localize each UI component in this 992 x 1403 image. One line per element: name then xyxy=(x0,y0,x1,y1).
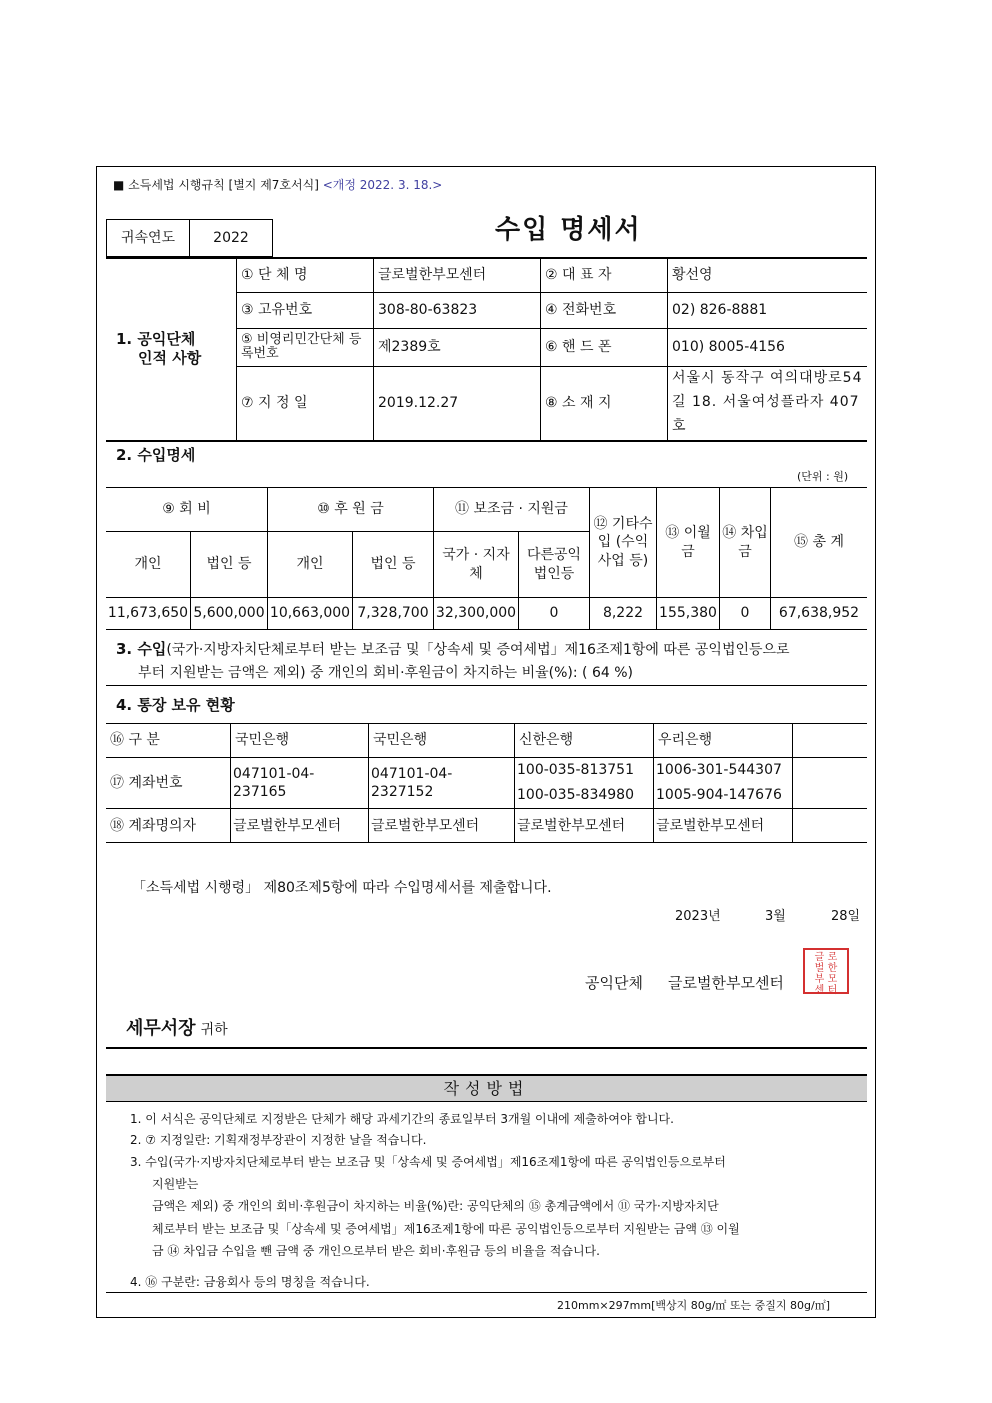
empty-cell xyxy=(793,758,868,809)
stamp-char: 글 xyxy=(814,952,825,963)
group-header: ⑬ 이월금 xyxy=(657,488,720,598)
stamp-char: 모 xyxy=(827,974,838,985)
org-label: 공익단체 xyxy=(585,974,643,992)
value-cell: 67,638,952 xyxy=(771,598,868,630)
divider xyxy=(106,1047,867,1049)
value-cell: 155,380 xyxy=(657,598,720,630)
guide-line: 금 ⑭ 차입금 수입을 뺀 금액 중 개인으로부터 받은 회비·후원금 등의 비율을 적습니다. xyxy=(152,1244,600,1258)
account-number: 100-035-834980 xyxy=(517,787,634,804)
value-cell: 0 xyxy=(720,598,771,630)
subheader: 법인 등 xyxy=(353,532,434,598)
field-label: ⑦ 지 정 일 xyxy=(237,366,374,440)
page-title: 수입 명세서 xyxy=(495,215,642,245)
account-holder: 글로벌한부모센터 xyxy=(654,809,793,843)
revision-date: <개정 2022. 3. 18.> xyxy=(322,178,443,192)
year-value: 2022 xyxy=(190,220,273,257)
field-value: 2019.12.27 xyxy=(374,366,541,440)
section1-title-line1: 1. 공익단체 xyxy=(116,329,196,348)
group-header: ⑩ 후 원 금 xyxy=(268,488,434,532)
account-number: 047101-04-237165 xyxy=(231,758,369,809)
divider xyxy=(106,441,867,442)
account-number: 1006-301-544307 xyxy=(656,762,782,778)
section4-title: 4. 통장 보유 현황 xyxy=(116,696,235,714)
stamp-char: 센 xyxy=(814,985,825,996)
section2-title: 2. 수입명세 xyxy=(116,446,196,464)
year-label: 귀속연도 xyxy=(107,220,190,257)
field-value: 제2389호 xyxy=(374,328,541,366)
subheader: 개인 xyxy=(106,532,191,598)
subheader: 다른공익 법인등 xyxy=(519,532,590,598)
income-table xyxy=(106,487,867,630)
guide-line: 1. 이 서식은 공익단체로 지정받은 단체가 해당 과세기간의 종료일부터 3개월 이내에 제출하여야 합니다. xyxy=(130,1112,674,1126)
empty-cell xyxy=(793,724,868,758)
value-cell: 10,663,000 xyxy=(268,598,353,630)
stamp-char: 터 xyxy=(827,985,838,996)
date-day: 28일 xyxy=(831,909,861,924)
section3-line2: 부터 지원받는 금액은 제외) 중 개인의 회비·후원금이 차지하는 비율(%): ( 64 %) xyxy=(138,665,633,681)
field-label: ⑥ 핸 드 폰 xyxy=(541,328,668,366)
submission-statement: 「소득세법 시행령」 제80조제5항에 따라 수입명세서를 제출합니다. xyxy=(132,880,552,896)
field-value: 02) 826-8881 xyxy=(668,292,868,328)
row-label: ⑱ 계좌명의자 xyxy=(106,809,231,843)
field-label: ⑤ 비영리민간단체 등록번호 xyxy=(237,328,374,366)
empty-cell xyxy=(793,809,868,843)
account-number: 100-035-813751 xyxy=(517,762,634,778)
unit-label: (단위 : 원) xyxy=(797,470,849,483)
section3-text: (국가·지방자치단체로부터 받는 보조금 및「상속세 및 증여세법」제16조제1항에 따른 공익법인등으로 xyxy=(166,642,790,658)
field-value: 010) 8005-4156 xyxy=(668,328,868,366)
date-year: 2023년 xyxy=(675,909,721,924)
org-name: 글로벌한부모센터 xyxy=(668,974,784,992)
date-month: 3월 xyxy=(765,909,786,924)
paper-spec: 210mm×297mm[백상지 80g/㎡ 또는 중질지 80g/㎡] xyxy=(557,1299,831,1312)
account-number: 047101-04-2327152 xyxy=(369,758,515,809)
value-cell: 0 xyxy=(519,598,590,630)
group-header: ⑨ 회 비 xyxy=(106,488,268,532)
section1-title-line2: 인적 사항 xyxy=(138,349,202,368)
account-number-cell xyxy=(515,758,654,809)
account-holder: 글로벌한부모센터 xyxy=(515,809,654,843)
divider xyxy=(106,685,867,686)
value-cell: 8,222 xyxy=(590,598,657,630)
group-header: ⑭ 차입금 xyxy=(720,488,771,598)
account-number: 1005-904-147676 xyxy=(656,787,782,804)
seal-stamp xyxy=(803,948,849,994)
value-cell: 5,600,000 xyxy=(191,598,268,630)
row-label: ⑯ 구 분 xyxy=(106,724,231,758)
group-header: ⑫ 기타수입 (수익사업 등) xyxy=(590,488,657,598)
field-value: 308-80-63823 xyxy=(374,292,541,328)
bank-name: 국민은행 xyxy=(231,724,369,758)
field-label: ① 단 체 명 xyxy=(237,258,374,292)
row-label: ⑰ 계좌번호 xyxy=(106,758,231,809)
group-header: ⑪ 보조금 · 지원금 xyxy=(434,488,590,532)
address-value: 서울시 동작구 여의대방로54길 18. 서울여성플라자 407호 xyxy=(668,366,868,440)
section1-table xyxy=(106,257,867,441)
addressee-name: 세무서장 xyxy=(126,1018,196,1039)
addressee xyxy=(126,1014,228,1040)
stamp-char: 한 xyxy=(827,963,838,974)
subheader: 법인 등 xyxy=(191,532,268,598)
value-cell: 11,673,650 xyxy=(106,598,191,630)
account-number-cell xyxy=(654,758,793,809)
field-label: ④ 전화번호 xyxy=(541,292,668,328)
addressee-suffix: 귀하 xyxy=(200,1022,228,1038)
value-cell: 32,300,000 xyxy=(434,598,519,630)
guide-line: 4. ⑯ 구분란: 금융회사 등의 명칭을 적습니다. xyxy=(130,1275,370,1289)
guide-line: 지원받는 xyxy=(152,1177,199,1191)
subheader: 국가 · 지자체 xyxy=(434,532,519,598)
account-table xyxy=(106,723,867,843)
guide-line: 체로부터 받는 보조금 및「상속세 및 증여세법」제16조제1항에 따른 공익법인등으로부터 지원받는 금액 ⑬ 이월 xyxy=(152,1222,740,1236)
regulation-label: ■ 소득세법 시행규칙 [별지 제7호서식] xyxy=(113,178,319,192)
field-label: ⑧ 소 재 지 xyxy=(541,366,668,440)
section3-title: 3. 수입 xyxy=(116,640,167,658)
form-header xyxy=(113,176,442,193)
field-label: ② 대 표 자 xyxy=(541,258,668,292)
guide-line: 금액은 제외) 중 개인의 회비·후원금이 차지하는 비율(%)란: 공익단체의 ⑮ 총계금액에서 ⑪ 국가·지방자치단 xyxy=(152,1199,719,1213)
field-value: 황선영 xyxy=(668,258,868,292)
stamp-char: 벌 xyxy=(814,963,825,974)
bank-name: 국민은행 xyxy=(369,724,515,758)
guide-title: 작성방법 xyxy=(106,1074,867,1102)
year-table xyxy=(106,219,273,257)
section1-title xyxy=(106,258,237,440)
bank-name: 우리은행 xyxy=(654,724,793,758)
subheader: 개인 xyxy=(268,532,353,598)
field-value: 글로벌한부모센터 xyxy=(374,258,541,292)
guide-line: 2. ⑦ 지정일란: 기획재정부장관이 지정한 날을 적습니다. xyxy=(130,1133,427,1147)
account-holder: 글로벌한부모센터 xyxy=(369,809,515,843)
stamp-char: 로 xyxy=(827,952,838,963)
group-header: ⑮ 총 계 xyxy=(771,488,868,598)
account-holder: 글로벌한부모센터 xyxy=(231,809,369,843)
bank-name: 신한은행 xyxy=(515,724,654,758)
value-cell: 7,328,700 xyxy=(353,598,434,630)
section3-line1 xyxy=(116,638,790,659)
stamp-char: 부 xyxy=(814,974,825,985)
field-label: ③ 고유번호 xyxy=(237,292,374,328)
guide-line: 3. 수입(국가·지방자치단체로부터 받는 보조금 및「상속세 및 증여세법」제16조제1항에 따른 공익법인등으로부터 xyxy=(130,1155,726,1169)
divider xyxy=(106,1292,867,1293)
